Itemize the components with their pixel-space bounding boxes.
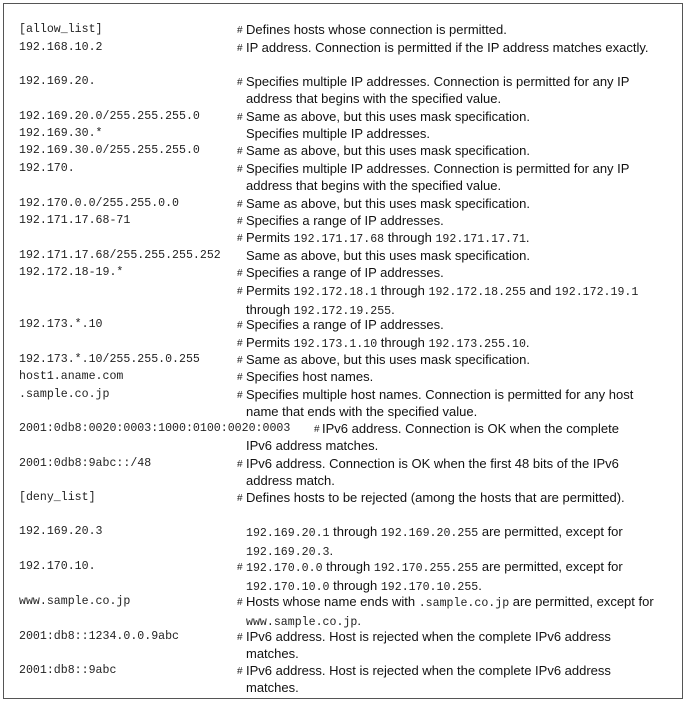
inline-code: 192.172.19.1 [554, 286, 639, 299]
description-text: are permitted, except for [478, 559, 623, 574]
comment-hash: # [237, 286, 243, 297]
row-description [246, 282, 666, 320]
config-code: 192.169.20.0/255.255.255.0 [19, 110, 200, 123]
row-description: IPv6 address. Connection is OK when the complete [322, 421, 619, 436]
inline-code: 192.172.18.1 [293, 286, 378, 299]
comment-hash: # [237, 597, 243, 608]
comment-hash: # [237, 390, 243, 401]
row-description [246, 73, 666, 107]
inline-code: 192.170.255.255 [373, 562, 479, 575]
description-text: Specifies a range of IP addresses. [246, 317, 444, 332]
row-description [246, 558, 666, 596]
config-code: 192.170.10. [19, 560, 96, 573]
comment-hash: # [237, 338, 243, 349]
description-text: Permits [246, 283, 294, 298]
description-text: Specifies multiple IP addresses. Connection is permitted for any IP address that begins with the specified value. [246, 161, 630, 193]
config-code: 2001:db8::1234.0.0.9abc [19, 630, 180, 643]
description-text: Same as above, but this uses mask specification. [246, 352, 530, 367]
comment-hash: # [237, 493, 243, 504]
comment-hash: # [237, 268, 243, 279]
row-description [246, 593, 666, 631]
row-description [246, 247, 666, 264]
config-code: 192.170.0.0/255.255.0.0 [19, 197, 180, 210]
inline-code: 192.173.1.10 [293, 338, 378, 351]
config-code: 192.173.*.10 [19, 318, 103, 331]
description-text: Specifies multiple IP addresses. [246, 126, 431, 141]
row-description [246, 160, 666, 194]
config-code: host1.aname.com [19, 370, 124, 383]
inline-code: 192.171.17.71 [435, 233, 526, 246]
config-code: [deny_list] [19, 491, 96, 504]
description-text: Specifies a range of IP addresses. [246, 213, 444, 228]
description-text: Defines hosts to be rejected (among the hosts that are permitted). [246, 490, 625, 505]
comment-hash: # [237, 666, 243, 677]
description-text: Same as above, but this uses mask specification. [246, 196, 530, 211]
comment-hash: # [237, 459, 243, 470]
row-description [246, 229, 666, 248]
config-example-table [3, 3, 683, 699]
comment-hash: # [237, 25, 243, 36]
comment-hash: # [237, 632, 243, 643]
config-code: .sample.co.jp [19, 388, 110, 401]
description-text: Permits [246, 335, 294, 350]
inline-code: .sample.co.jp [418, 597, 510, 610]
row-description [246, 662, 666, 696]
row-description [246, 489, 666, 506]
inline-code: 192.173.255.10 [428, 338, 526, 351]
description-text: Same as above, but this uses mask specification. [246, 143, 530, 158]
config-code: 192.170. [19, 162, 75, 175]
description-text: through [384, 230, 436, 245]
comment-hash: # [237, 355, 243, 366]
description-text: . [329, 543, 334, 558]
row-description [246, 455, 666, 489]
description-text: Same as above, but this uses mask specification. [246, 248, 530, 263]
row-description [246, 195, 666, 212]
description-text: are permitted, except for [478, 524, 623, 539]
config-code: 192.169.30.0/255.255.255.0 [19, 144, 200, 157]
description-text: through [246, 302, 294, 317]
description-text: through [377, 335, 429, 350]
description-text: Specifies host names. [246, 369, 374, 384]
row-description [246, 212, 666, 229]
description-text: Specifies a range of IP addresses. [246, 265, 444, 280]
config-code: 192.168.10.2 [19, 41, 103, 54]
description-text: through [322, 559, 374, 574]
row-description [246, 108, 666, 125]
inline-code: 192.170.0.0 [246, 562, 323, 575]
config-code: 192.169.20. [19, 75, 96, 88]
description-text: . [357, 613, 361, 628]
row-description [246, 351, 666, 368]
row-description [246, 386, 666, 420]
inline-code: 192.169.20.3 [246, 546, 330, 559]
description-text: and [525, 283, 555, 298]
description-text: IPv6 address. Host is rejected when the complete IPv6 address matches. [246, 629, 611, 661]
inline-code: 192.171.17.68 [293, 233, 385, 246]
row-description [246, 125, 666, 142]
comment-hash: # [237, 164, 243, 175]
description-text: through [329, 578, 381, 593]
description-text: . [525, 230, 530, 245]
description-text: are permitted, except for [509, 594, 654, 609]
config-code: 192.172.18-19.* [19, 266, 124, 279]
description-text: . [525, 335, 530, 350]
row-description [246, 142, 666, 159]
comment-hash: # [237, 320, 243, 331]
row-description [246, 368, 666, 385]
comment-hash: # [237, 233, 243, 244]
description-text: Specifies multiple IP addresses. Connection is permitted for any IP address that begins with the specified value. [246, 74, 630, 106]
description-text: through [377, 283, 429, 298]
comment-hash: # [237, 216, 243, 227]
comment-hash: # [237, 199, 243, 210]
config-code: 2001:0db8:9abc::/48 [19, 457, 152, 470]
config-code: 192.169.20.3 [19, 525, 103, 538]
row-description [246, 21, 666, 38]
comment-hash: # [237, 43, 243, 54]
comment-hash: # [314, 424, 320, 435]
inline-code: 192.170.10.0 [246, 581, 330, 594]
description-text: Permits [246, 230, 294, 245]
inline-code: 192.172.19.255 [293, 305, 392, 318]
comment-hash: # [237, 146, 243, 157]
config-code: www.sample.co.jp [19, 595, 131, 608]
comment-hash: # [237, 562, 243, 573]
inline-code: www.sample.co.jp [246, 616, 358, 629]
config-code: 192.171.17.68-71 [19, 214, 131, 227]
comment-hash: # [237, 112, 243, 123]
row-description [246, 39, 666, 56]
config-code: 192.171.17.68/255.255.255.252 [19, 249, 221, 262]
description-text: IPv6 address. Connection is OK when the first 48 bits of the IPv6 address match. [246, 456, 619, 488]
config-code: 2001:0db8:0020:0003:1000:0100:0020:0003 [19, 422, 291, 435]
config-code: 2001:db8::9abc [19, 664, 117, 677]
description-text: IPv6 address. Host is rejected when the complete IPv6 address matches. [246, 663, 611, 695]
description-text: . [478, 578, 482, 593]
config-code: 192.169.30.* [19, 127, 103, 140]
row-description [246, 316, 666, 333]
config-code: 192.173.*.10/255.255.0.255 [19, 353, 200, 366]
row-description-continued: IPv6 address matches. [246, 438, 379, 453]
config-code: [allow_list] [19, 23, 103, 36]
description-text: Specifies multiple host names. Connection is permitted for any host name that ends with the specified value. [246, 387, 634, 419]
description-text: . [391, 302, 395, 317]
row-description [246, 628, 666, 662]
row-description [246, 264, 666, 281]
row-description [246, 523, 666, 561]
description-text: Same as above, but this uses mask specification. [246, 109, 530, 124]
comment-hash: # [237, 372, 243, 383]
comment-hash: # [237, 77, 243, 88]
inline-code: 192.169.20.1 [246, 527, 330, 540]
inline-code: 192.172.18.255 [428, 286, 526, 299]
description-text: Hosts whose name ends with [246, 594, 419, 609]
inline-code: 192.169.20.255 [380, 527, 479, 540]
description-text: through [329, 524, 381, 539]
inline-code: 192.170.10.255 [380, 581, 479, 594]
description-text: IP address. Connection is permitted if the IP address matches exactly. [246, 40, 649, 55]
description-text: Defines hosts whose connection is permitted. [246, 22, 507, 37]
